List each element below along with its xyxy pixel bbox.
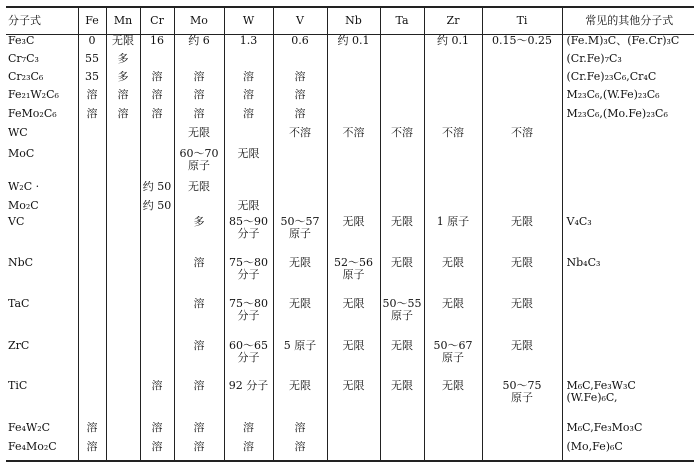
table-cell: 溶 bbox=[140, 89, 174, 108]
header-cell: Fe bbox=[78, 7, 106, 35]
table-cell bbox=[380, 108, 424, 127]
table-cell bbox=[273, 148, 327, 181]
formula-cell: TiC bbox=[8, 380, 28, 392]
header-cell: Zr bbox=[424, 7, 482, 35]
table-cell bbox=[424, 181, 482, 200]
table-cell bbox=[424, 53, 482, 71]
table-row bbox=[6, 71, 694, 89]
table-cell: 溶 bbox=[273, 108, 327, 127]
table-cell bbox=[78, 340, 106, 380]
table-cell bbox=[482, 422, 562, 441]
table-cell bbox=[106, 298, 140, 340]
table-cell: 无限 bbox=[424, 380, 482, 422]
table-cell: 1 原子 bbox=[424, 216, 482, 257]
formula-cell: Fe₃C bbox=[8, 34, 35, 47]
table-cell bbox=[224, 181, 273, 200]
header-cell: Nb bbox=[327, 7, 380, 35]
table-cell bbox=[224, 53, 273, 71]
header-cell: Mo bbox=[174, 7, 224, 35]
table-body bbox=[6, 7, 694, 461]
table-cell: (Fe.M)₃C、(Fe.Cr)₃C bbox=[562, 35, 694, 54]
table-cell: 溶 bbox=[78, 89, 106, 108]
table-cell bbox=[106, 148, 140, 181]
table-cell: 溶 bbox=[140, 71, 174, 89]
table-cell: 无限 bbox=[327, 340, 380, 380]
formula-cell: NbC bbox=[8, 257, 34, 269]
table-cell: 无限 bbox=[482, 216, 562, 257]
table-cell: 溶 bbox=[174, 380, 224, 422]
table-cell bbox=[78, 200, 106, 216]
table-cell bbox=[106, 380, 140, 422]
table-cell: 50～55 原子 bbox=[380, 298, 424, 340]
table-cell: 无限 bbox=[380, 380, 424, 422]
table-row bbox=[6, 127, 694, 148]
table-cell: (Cr.Fe)₂₃C₆,Cr₄C bbox=[562, 71, 694, 89]
table-cell bbox=[562, 127, 694, 148]
table-cell bbox=[562, 148, 694, 181]
table-cell: 50～57 原子 bbox=[273, 216, 327, 257]
table-cell: 溶 bbox=[140, 422, 174, 441]
table-cell: 多 bbox=[106, 71, 140, 89]
formula-cell: Mo₂C bbox=[8, 200, 39, 212]
formula-cell: Fe₄W₂C bbox=[8, 422, 51, 434]
table-cell: 无限 bbox=[174, 127, 224, 148]
formula-cell: ZrC bbox=[8, 340, 30, 352]
formula-cell: Fe₂₁W₂C₆ bbox=[8, 89, 59, 101]
table-cell: 60～65 分子 bbox=[224, 340, 273, 380]
table-cell bbox=[78, 127, 106, 148]
table-cell: 溶 bbox=[174, 71, 224, 89]
table-cell: 溶 bbox=[273, 441, 327, 461]
table-cell: 溶 bbox=[273, 422, 327, 441]
table-cell bbox=[482, 108, 562, 127]
table-cell: 溶 bbox=[224, 441, 273, 461]
table-row bbox=[6, 200, 694, 216]
table-cell: 不溶 bbox=[424, 127, 482, 148]
table-cell bbox=[380, 422, 424, 441]
header-cell: Cr bbox=[140, 7, 174, 35]
table-cell: 溶 bbox=[140, 441, 174, 461]
table-row bbox=[6, 257, 694, 298]
table-cell bbox=[424, 108, 482, 127]
formula-cell: TaC bbox=[8, 298, 30, 310]
table-cell: 5 原子 bbox=[273, 340, 327, 380]
table-cell: 溶 bbox=[273, 89, 327, 108]
table-cell bbox=[482, 53, 562, 71]
table-cell bbox=[380, 53, 424, 71]
table-cell bbox=[424, 71, 482, 89]
table-cell bbox=[273, 200, 327, 216]
table-cell: V₄C₃ bbox=[562, 216, 694, 257]
table-cell: 约 50 bbox=[140, 200, 174, 216]
table-cell: 50～75 原子 bbox=[482, 380, 562, 422]
table-cell bbox=[78, 380, 106, 422]
table-cell bbox=[78, 216, 106, 257]
table-cell bbox=[380, 181, 424, 200]
table-cell: 溶 bbox=[78, 441, 106, 461]
table-cell bbox=[327, 148, 380, 181]
header-cell: Ti bbox=[482, 7, 562, 35]
table-cell: 无限 bbox=[482, 340, 562, 380]
table-row bbox=[6, 108, 694, 127]
table-cell: 无限 bbox=[482, 298, 562, 340]
table-cell: 不溶 bbox=[327, 127, 380, 148]
table-cell: M₆C,Fe₃W₃C (W.Fe)₆C, bbox=[562, 380, 694, 422]
table-cell: 无限 bbox=[327, 216, 380, 257]
table-cell: 无限 bbox=[380, 216, 424, 257]
table-cell: 1.3 bbox=[224, 35, 273, 54]
header-cell: 分子式 bbox=[6, 7, 78, 35]
table-cell bbox=[482, 89, 562, 108]
table-cell: 溶 bbox=[140, 380, 174, 422]
table-cell: 无限 bbox=[380, 257, 424, 298]
table-row bbox=[6, 441, 694, 461]
table-cell: 溶 bbox=[174, 298, 224, 340]
table-cell bbox=[327, 441, 380, 461]
table-cell: 溶 bbox=[78, 422, 106, 441]
table-row bbox=[6, 181, 694, 200]
table-row bbox=[6, 89, 694, 108]
table-cell bbox=[106, 340, 140, 380]
table-cell: 无限 bbox=[380, 340, 424, 380]
table-cell: 无限 bbox=[106, 35, 140, 54]
table-cell: 溶 bbox=[174, 108, 224, 127]
table-cell: 35 bbox=[78, 71, 106, 89]
table-cell: 溶 bbox=[224, 89, 273, 108]
table-cell: 多 bbox=[106, 53, 140, 71]
table-cell bbox=[140, 148, 174, 181]
table-cell bbox=[380, 89, 424, 108]
table-cell bbox=[78, 181, 106, 200]
table-cell: 溶 bbox=[174, 257, 224, 298]
table-cell: 无限 bbox=[424, 298, 482, 340]
formula-cell: Cr₂₃C₆ bbox=[8, 71, 44, 83]
table-cell: 溶 bbox=[174, 340, 224, 380]
table-cell: 溶 bbox=[273, 71, 327, 89]
header-cell: Mn bbox=[106, 7, 140, 35]
carbide-solubility-table bbox=[6, 6, 694, 462]
formula-cell: WC bbox=[8, 127, 28, 139]
table-cell bbox=[106, 127, 140, 148]
table-cell: 无限 bbox=[327, 380, 380, 422]
table-row bbox=[6, 380, 694, 422]
table-cell: 不溶 bbox=[273, 127, 327, 148]
table-cell bbox=[482, 441, 562, 461]
table-cell: (Cr.Fe)₇C₃ bbox=[562, 53, 694, 71]
header-cell: W bbox=[224, 7, 273, 35]
table-cell: 52～56 原子 bbox=[327, 257, 380, 298]
table-cell: 溶 bbox=[78, 108, 106, 127]
table-row bbox=[6, 340, 694, 380]
table-cell: 溶 bbox=[140, 108, 174, 127]
table-cell: 无限 bbox=[174, 181, 224, 200]
table-cell: 溶 bbox=[174, 89, 224, 108]
table-cell bbox=[327, 181, 380, 200]
table-cell bbox=[562, 181, 694, 200]
table-cell: 无限 bbox=[224, 200, 273, 216]
table-cell bbox=[380, 71, 424, 89]
table-cell bbox=[140, 216, 174, 257]
table-cell bbox=[562, 200, 694, 216]
table-cell: 无限 bbox=[273, 298, 327, 340]
table-cell: 无限 bbox=[224, 148, 273, 181]
table-cell bbox=[424, 148, 482, 181]
table-cell: 0 bbox=[78, 35, 106, 54]
table-cell: Nb₄C₃ bbox=[562, 257, 694, 298]
table-row bbox=[6, 216, 694, 257]
table-cell: 不溶 bbox=[482, 127, 562, 148]
table-cell: 约 0.1 bbox=[424, 35, 482, 54]
table-cell bbox=[140, 298, 174, 340]
table-cell: 溶 bbox=[106, 89, 140, 108]
table-cell: 溶 bbox=[106, 108, 140, 127]
table-cell bbox=[482, 200, 562, 216]
table-cell bbox=[327, 108, 380, 127]
table-cell bbox=[380, 200, 424, 216]
table-cell bbox=[424, 422, 482, 441]
formula-cell: MoC bbox=[8, 148, 35, 160]
table-cell bbox=[327, 53, 380, 71]
table-cell bbox=[327, 89, 380, 108]
formula-cell: Fe₄Mo₂C bbox=[6, 441, 78, 461]
table-cell bbox=[327, 422, 380, 441]
table-cell bbox=[140, 340, 174, 380]
table-cell bbox=[482, 148, 562, 181]
table-cell bbox=[174, 200, 224, 216]
table-cell bbox=[140, 127, 174, 148]
table-cell: 溶 bbox=[174, 441, 224, 461]
header-cell: 常见的其他分子式 bbox=[562, 7, 694, 35]
table-row bbox=[6, 422, 694, 441]
table-cell bbox=[106, 181, 140, 200]
table-cell bbox=[424, 89, 482, 108]
table-cell bbox=[174, 53, 224, 71]
table-cell bbox=[424, 200, 482, 216]
table-cell bbox=[78, 298, 106, 340]
table-cell bbox=[562, 340, 694, 380]
table-cell bbox=[424, 441, 482, 461]
table-cell: 溶 bbox=[224, 71, 273, 89]
table-cell bbox=[273, 53, 327, 71]
table-cell bbox=[273, 181, 327, 200]
table-cell: 约 0.1 bbox=[327, 35, 380, 54]
formula-cell: VC bbox=[8, 216, 25, 228]
header-row bbox=[6, 7, 694, 35]
header-cell: V bbox=[273, 7, 327, 35]
table-cell bbox=[224, 127, 273, 148]
table-cell: 无限 bbox=[273, 257, 327, 298]
formula-cell: W₂C · bbox=[8, 181, 40, 193]
table-cell bbox=[106, 200, 140, 216]
formula-cell: Cr₇C₃ bbox=[8, 53, 39, 65]
table-cell: 溶 bbox=[224, 108, 273, 127]
table-cell bbox=[380, 441, 424, 461]
table-cell: 溶 bbox=[224, 422, 273, 441]
table-cell bbox=[482, 181, 562, 200]
table-cell: 无限 bbox=[482, 257, 562, 298]
table-cell bbox=[106, 257, 140, 298]
table-cell bbox=[106, 422, 140, 441]
table-row bbox=[6, 298, 694, 340]
table-cell bbox=[327, 200, 380, 216]
table-cell: M₂₃C₆,(Mo.Fe)₂₃C₆ bbox=[562, 108, 694, 127]
table-cell: (Mo,Fe)₆C bbox=[562, 441, 694, 461]
table-cell: 55 bbox=[78, 53, 106, 71]
table-cell: 无限 bbox=[327, 298, 380, 340]
table-cell bbox=[106, 216, 140, 257]
table-cell bbox=[78, 257, 106, 298]
table-cell: 0.15～0.25 bbox=[482, 35, 562, 54]
table-cell bbox=[380, 35, 424, 54]
table-cell: 约 50 bbox=[140, 181, 174, 200]
table-row bbox=[6, 53, 694, 71]
table-cell: M₆C,Fe₃Mo₃C bbox=[562, 422, 694, 441]
table-cell bbox=[380, 148, 424, 181]
formula-cell: FeMo₂C₆ bbox=[8, 108, 57, 120]
table-cell: 0.6 bbox=[273, 35, 327, 54]
table-cell: M₂₃C₆,(W.Fe)₂₃C₆ bbox=[562, 89, 694, 108]
table-cell: 50～67 原子 bbox=[424, 340, 482, 380]
table-cell: 多 bbox=[174, 216, 224, 257]
table-cell bbox=[106, 441, 140, 461]
table-cell: 75～80 分子 bbox=[224, 257, 273, 298]
table-cell: 92 分子 bbox=[224, 380, 273, 422]
table-cell: 16 bbox=[140, 35, 174, 54]
table-cell bbox=[327, 71, 380, 89]
header-cell: Ta bbox=[380, 7, 424, 35]
table-cell: 约 6 bbox=[174, 35, 224, 54]
table-cell bbox=[482, 71, 562, 89]
table-cell: 无限 bbox=[273, 380, 327, 422]
table-cell: 不溶 bbox=[380, 127, 424, 148]
table-cell: 溶 bbox=[174, 422, 224, 441]
table-cell: 85～90 分子 bbox=[224, 216, 273, 257]
table-row bbox=[6, 35, 694, 54]
table-row bbox=[6, 148, 694, 181]
table-cell bbox=[562, 298, 694, 340]
table-cell: 75～80 分子 bbox=[224, 298, 273, 340]
table-cell: 无限 bbox=[424, 257, 482, 298]
table-cell bbox=[78, 148, 106, 181]
table-cell: 60～70 原子 bbox=[174, 148, 224, 181]
table-cell bbox=[140, 53, 174, 71]
table-cell bbox=[140, 257, 174, 298]
